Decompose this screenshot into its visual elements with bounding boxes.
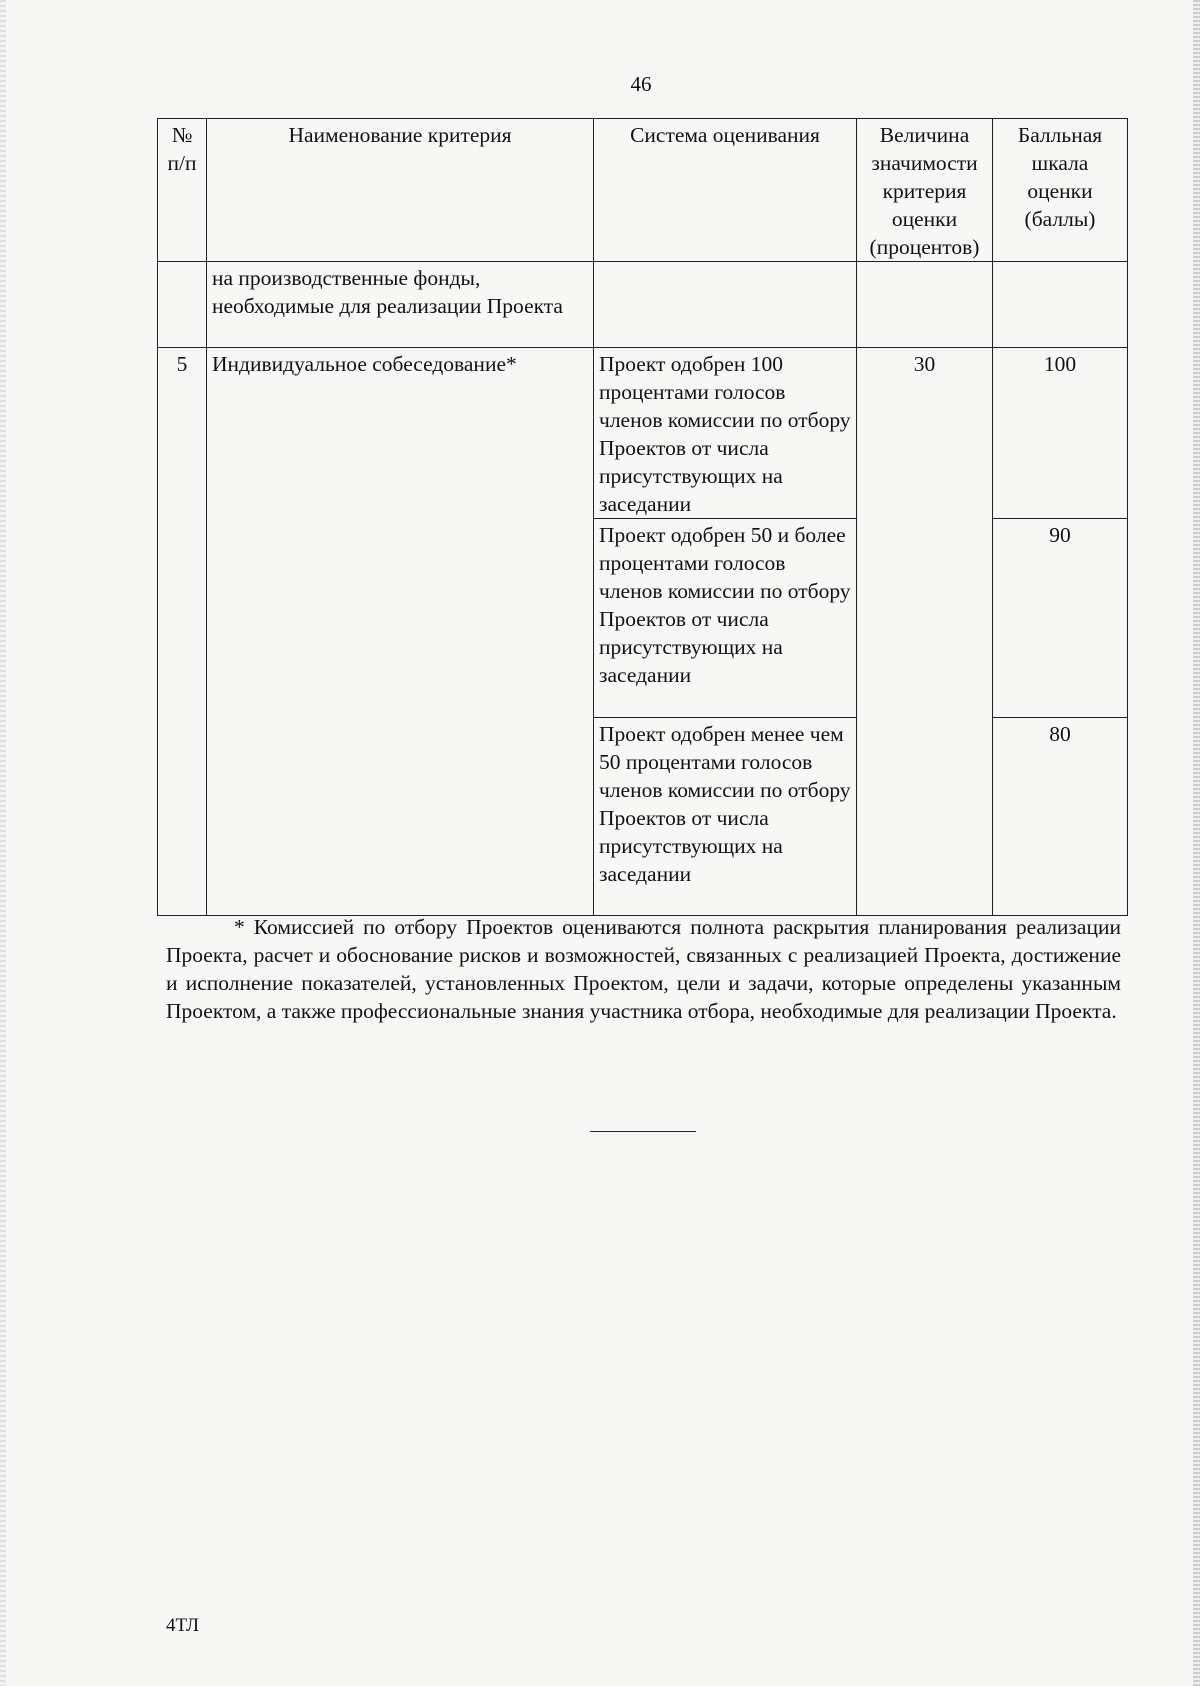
header-name: Наименование критерия xyxy=(207,119,594,262)
document-mark: 4ТЛ xyxy=(166,1615,200,1636)
header-system: Система оценивания xyxy=(594,119,857,262)
cell-num: 5 xyxy=(158,348,207,916)
cell-scale xyxy=(993,262,1128,348)
header-scale: Балльная шкала оценки (баллы) xyxy=(993,119,1128,262)
table-row-continuation xyxy=(158,262,1128,348)
cell-score: 90 xyxy=(993,519,1128,718)
table-row-criterion-5 xyxy=(158,348,1128,519)
page-number: 46 xyxy=(630,72,652,96)
header-num: № п/п xyxy=(158,119,207,262)
criteria-table xyxy=(157,118,1128,916)
cell-system xyxy=(594,262,857,348)
cell-score: 80 xyxy=(993,718,1128,916)
cell-weight: 30 xyxy=(857,348,993,916)
scan-edge-right xyxy=(1193,0,1200,1686)
cell-system: Проект одобрен менее чем 50 процентами голосов членов комиссии по отбору Проектов от числа присутствующих на заседании xyxy=(594,718,857,916)
cell-name: Индивидуальное собеседование* xyxy=(207,348,594,916)
cell-system: Проект одобрен 100 процентами голосов членов комиссии по отбору Проектов от числа присутствующих на заседании xyxy=(594,348,857,519)
cell-weight xyxy=(857,262,993,348)
cell-system: Проект одобрен 50 и более процентами голосов членов комиссии по отбору Проектов от числа присутствующих на заседании xyxy=(594,519,857,718)
scan-edge-left xyxy=(0,0,6,1686)
header-weight: Величина значимости критерия оценки (процентов) xyxy=(857,119,993,262)
cell-score: 100 xyxy=(993,348,1128,519)
footnote: * Комиссией по отбору Проектов оцениваются полнота раскрытия планирования реализации Проекта, расчет и обоснование рисков и возможностей, связанных с реализацией Проекта, достижение и исполнение показателей, установленных Проектом, цели и задачи, которые определены указанным Проектом, а также профессиональные знания участника отбора, необходимые для реализации Проекта. xyxy=(166,915,1121,1023)
cell-num xyxy=(158,262,207,348)
table-header-row xyxy=(158,119,1128,262)
end-divider xyxy=(590,1131,696,1132)
cell-name: на производственные фонды, необходимые для реализации Проекта xyxy=(207,262,594,348)
